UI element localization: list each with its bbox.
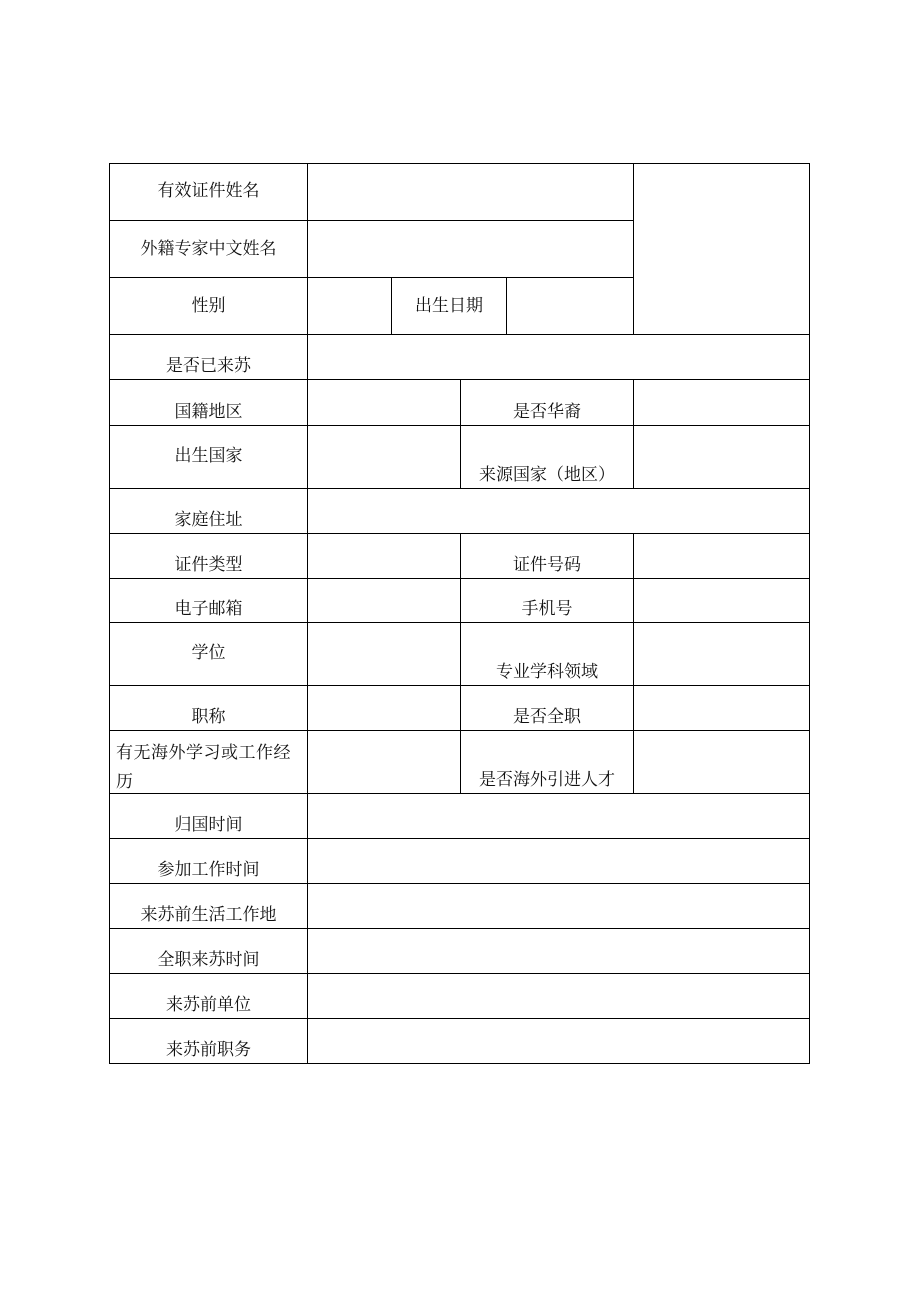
label-work-start: 参加工作时间: [157, 860, 260, 880]
label-mobile: 手机号: [521, 599, 573, 619]
label-in-jiangsu: 是否已来苏: [166, 356, 251, 376]
label-prev-location: 来苏前生活工作地: [140, 905, 277, 925]
id-type-field[interactable]: [308, 534, 460, 578]
mobile-field[interactable]: [634, 579, 809, 622]
gender-field[interactable]: [308, 278, 391, 334]
work-start-field[interactable]: [308, 839, 809, 883]
label-fulltime-arrival: 全职来苏时间: [157, 950, 260, 970]
label-id-number: 证件号码: [513, 555, 581, 575]
label-field: 专业学科领域: [496, 662, 598, 682]
prev-location-field[interactable]: [308, 884, 809, 928]
overseas-exp-field[interactable]: [308, 731, 460, 793]
column-line: [809, 163, 810, 1064]
nationality-field[interactable]: [308, 380, 460, 425]
label-birth-date: 出生日期: [415, 296, 483, 316]
return-time-field[interactable]: [308, 794, 809, 838]
label-id-type: 证件类型: [174, 555, 243, 575]
valid-id-name-field[interactable]: [308, 164, 633, 220]
prev-position-field[interactable]: [308, 1019, 809, 1063]
label-overseas-talent: 是否海外引进人才: [479, 770, 615, 790]
label-title: 职称: [191, 707, 226, 727]
full-time-field[interactable]: [634, 686, 809, 730]
field-field[interactable]: [634, 623, 809, 685]
chinese-descent-field[interactable]: [634, 380, 809, 425]
degree-field[interactable]: [308, 623, 460, 685]
label-nationality: 国籍地区: [174, 402, 243, 422]
expert-info-form: [109, 163, 810, 1064]
label-home-address: 家庭住址: [174, 510, 243, 530]
title-field[interactable]: [308, 686, 460, 730]
row-line: [109, 1063, 810, 1064]
label-chinese-descent: 是否华裔: [513, 402, 581, 422]
label-gender: 性别: [191, 296, 226, 316]
label-prev-employer: 来苏前单位: [166, 995, 251, 1015]
label-overseas-exp: 有无海外学习或工作经历: [116, 743, 291, 792]
chinese-name-field[interactable]: [308, 221, 633, 277]
label-email: 电子邮箱: [174, 599, 243, 619]
label-valid-id-name: 有效证件姓名: [157, 181, 260, 201]
prev-employer-field[interactable]: [308, 974, 809, 1018]
home-address-field[interactable]: [308, 489, 809, 533]
photo-area[interactable]: [634, 164, 809, 334]
birth-country-field[interactable]: [308, 426, 460, 488]
label-birth-country: 出生国家: [174, 446, 243, 466]
source-country-field[interactable]: [634, 426, 809, 488]
label-source-country: 来源国家（地区）: [479, 465, 615, 485]
label-chinese-name: 外籍专家中文姓名: [140, 239, 277, 259]
label-prev-position: 来苏前职务: [166, 1040, 251, 1060]
in-jiangsu-field[interactable]: [308, 335, 809, 379]
id-number-field[interactable]: [634, 534, 809, 578]
label-full-time: 是否全职: [513, 707, 581, 727]
fulltime-arrival-field[interactable]: [308, 929, 809, 973]
birth-date-field[interactable]: [507, 278, 633, 334]
label-return-time: 归国时间: [174, 815, 243, 835]
overseas-talent-field[interactable]: [634, 731, 809, 793]
label-degree: 学位: [191, 643, 226, 663]
email-field[interactable]: [308, 579, 460, 622]
